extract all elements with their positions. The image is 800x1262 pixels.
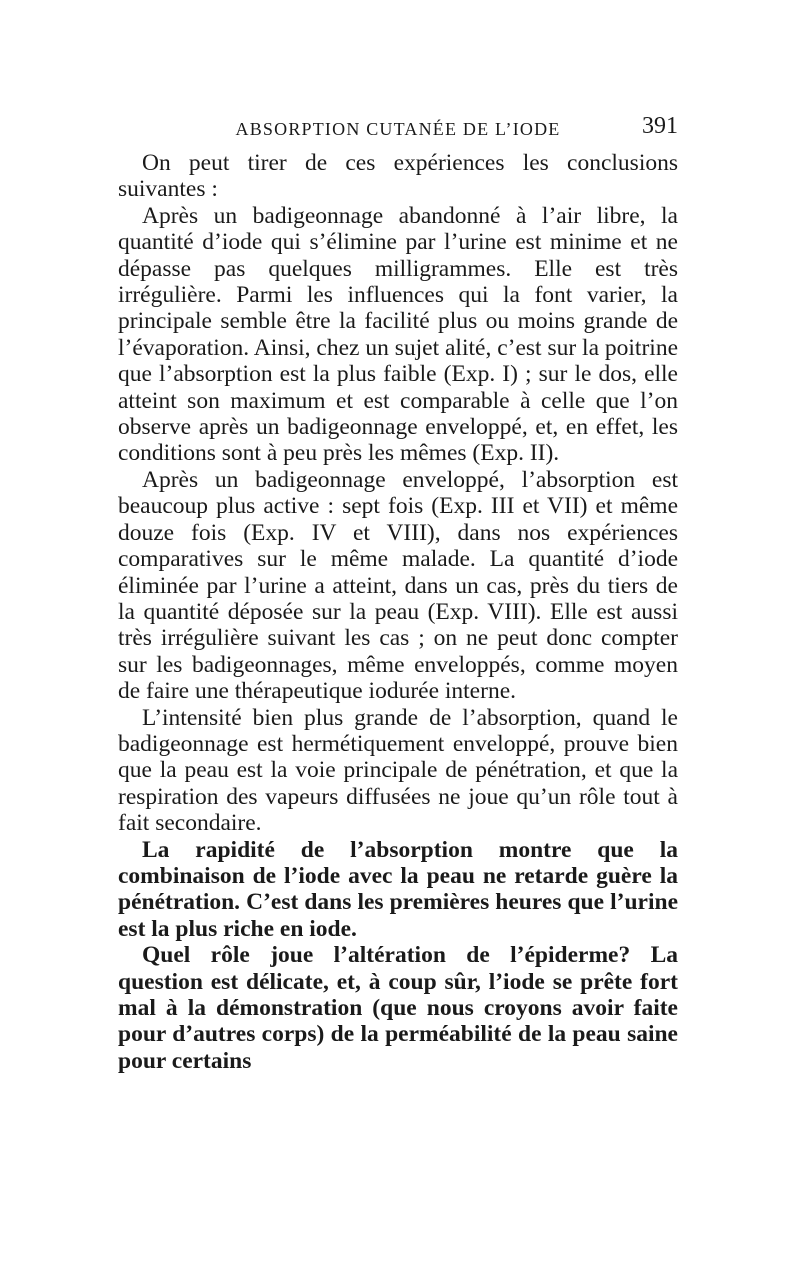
- page-header: [118, 113, 678, 143]
- paragraph-epidermis-question: Quel rôle joue l’altération de l’épiderme? La question est délicate, et, à coup sûr, l’iode se prête fort mal à la démonstration (que nous croyons avoir faite pour d’autres corps) de la perméabilité de la peau saine pour certains: [118, 942, 678, 1074]
- paragraph-wrapped-badigeonnage: Après un badigeonnage enveloppé, l’absorption est beaucoup plus active : sept fois (Exp. III et VII) et même douze fois (Exp. IV et VIII), dans nos expériences comparatives sur le même malade. La quantité d’iode éliminée par l’urine a atteint, dans un cas, près du tiers de la quantité déposée sur la peau (Exp. VIII). Elle est aussi très irrégulière suivant les cas ; on ne peut donc compter sur les badigeonnages, même enveloppés, comme moyen de faire une thérapeutique iodurée interne.: [118, 466, 678, 705]
- paragraph-open-air-badigeonnage: Après un badigeonnage abandonné à l’air libre, la quantité d’iode qui s’élimine par l’urine est minime et ne dépasse pas quelques milligrammes. Elle est très irrégulière. Parmi les influences qui la font varier, la principale semble être la facilité plus ou moins grande de l’évaporation. Ainsi, chez un sujet alité, c’est sur la poitrine que l’absorption est la plus faible (Exp. I) ; sur le dos, elle atteint son maximum et est comparable à celle que l’on observe après un badigeonnage enveloppé, et, en effet, les conditions sont à peu près les mêmes (Exp. II).: [118, 202, 678, 467]
- body-text: [118, 150, 678, 1074]
- page-number: 391: [642, 113, 678, 139]
- paragraph-skin-main-route: L’intensité bien plus grande de l’absorption, quand le badigeonnage est hermétiquement enveloppé, prouve bien que la peau est la voie principale de pénétration, et que la respiration des vapeurs diffusées ne joue qu’un rôle tout à fait secondaire.: [118, 704, 678, 837]
- running-title: ABSORPTION CUTANÉE DE L’IODE: [235, 119, 561, 139]
- paragraph-conclusions-intro: On peut tirer de ces expériences les conclusions suivantes :: [118, 150, 678, 203]
- paragraph-absorption-speed: La rapidité de l’absorption montre que la combinaison de l’iode avec la peau ne retarde guère la pénétration. C’est dans les premières heures que l’urine est la plus riche en iode.: [118, 836, 678, 942]
